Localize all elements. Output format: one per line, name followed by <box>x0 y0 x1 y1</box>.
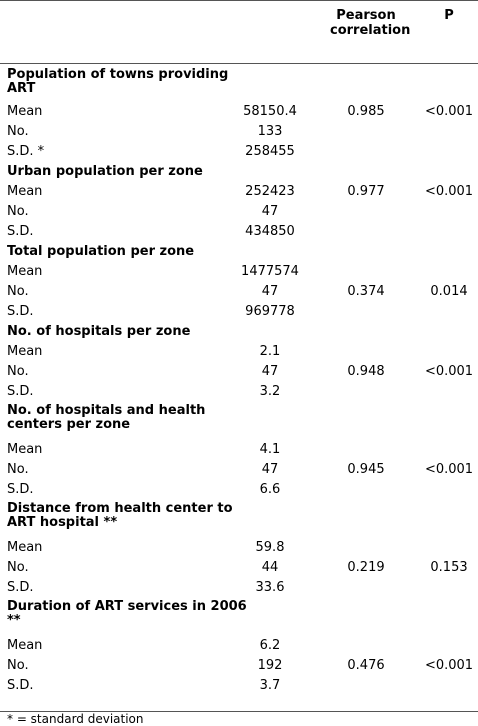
row-pearson: 0.476 <box>347 658 385 673</box>
row-value: 33.6 <box>255 580 285 595</box>
row-p-value: <0.001 <box>424 658 474 673</box>
row-p-value: 0.153 <box>430 560 468 575</box>
table-row <box>0 460 478 480</box>
row-value: 4.1 <box>259 442 281 457</box>
table-row <box>0 440 478 460</box>
row-p-value: <0.001 <box>424 184 474 199</box>
row-value: 6.2 <box>259 638 281 653</box>
row-label: Mean <box>7 104 43 119</box>
section-title: Total population per zone <box>7 244 195 259</box>
row-value: 133 <box>257 124 283 139</box>
table-row <box>0 142 478 162</box>
table-row <box>0 578 478 598</box>
table-row <box>0 362 478 382</box>
table-row <box>0 656 478 676</box>
row-label: S.D. <box>7 580 34 595</box>
row-label: Mean <box>7 540 43 555</box>
section-title: Distance from health center to ART hospital ** <box>7 501 233 530</box>
row-value: 58150.4 <box>243 104 297 119</box>
table-row <box>0 182 478 202</box>
row-value: 47 <box>261 204 279 219</box>
row-label: S.D. <box>7 678 34 693</box>
section-title: No. of hospitals and health centers per zone <box>7 403 206 432</box>
row-label: No. <box>7 124 29 139</box>
table-row <box>0 102 478 122</box>
table-row <box>0 480 478 500</box>
row-value: 47 <box>261 364 279 379</box>
table-row <box>0 636 478 656</box>
header-p: P <box>444 8 454 23</box>
row-pearson: 0.948 <box>347 364 385 379</box>
row-p-value: <0.001 <box>424 462 474 477</box>
section-title: Duration of ART services in 2006 ** <box>7 599 247 628</box>
row-label: No. <box>7 658 29 673</box>
row-value: 3.7 <box>259 678 281 693</box>
row-label: S.D. <box>7 482 34 497</box>
table-row <box>0 122 478 142</box>
table-row <box>0 302 478 322</box>
table-row <box>0 676 478 696</box>
row-value: 1477574 <box>241 264 299 279</box>
row-label: S.D. <box>7 304 34 319</box>
row-label: No. <box>7 204 29 219</box>
table-row <box>0 342 478 362</box>
row-pearson: 0.985 <box>347 104 385 119</box>
row-p-value: <0.001 <box>424 104 474 119</box>
row-label: Mean <box>7 184 43 199</box>
row-value: 6.6 <box>259 482 281 497</box>
row-value: 2.1 <box>259 344 281 359</box>
row-pearson: 0.374 <box>347 284 385 299</box>
header-pearson-correlation: Pearson correlation <box>330 8 411 38</box>
row-value: 258455 <box>245 144 295 159</box>
row-label: No. <box>7 462 29 477</box>
section-title: No. of hospitals per zone <box>7 324 191 339</box>
row-label: S.D. <box>7 224 34 239</box>
row-label: Mean <box>7 344 43 359</box>
row-value: 44 <box>261 560 279 575</box>
table-row <box>0 558 478 578</box>
row-value: 59.8 <box>255 540 285 555</box>
table-row <box>0 202 478 222</box>
table-row <box>0 282 478 302</box>
section-title: Urban population per zone <box>7 164 203 179</box>
row-value: 47 <box>261 284 279 299</box>
table-row <box>0 222 478 242</box>
table-row <box>0 262 478 282</box>
row-value: 434850 <box>245 224 295 239</box>
table-header <box>0 0 478 63</box>
row-p-value: <0.001 <box>424 364 474 379</box>
table-footnote: * = standard deviation <box>7 712 144 726</box>
section-title: Population of towns providing ART <box>7 67 229 96</box>
table-row <box>0 382 478 402</box>
row-pearson: 0.219 <box>347 560 385 575</box>
row-label: S.D. * <box>7 144 45 159</box>
row-label: Mean <box>7 442 43 457</box>
row-value: 252423 <box>245 184 295 199</box>
row-value: 192 <box>257 658 283 673</box>
row-pearson: 0.977 <box>347 184 385 199</box>
row-value: 3.2 <box>259 384 281 399</box>
row-label: S.D. <box>7 384 34 399</box>
row-value: 969778 <box>245 304 295 319</box>
row-label: No. <box>7 364 29 379</box>
row-p-value: 0.014 <box>430 284 468 299</box>
table-body <box>0 64 478 696</box>
table-row <box>0 538 478 558</box>
row-value: 47 <box>261 462 279 477</box>
row-label: Mean <box>7 264 43 279</box>
row-label: No. <box>7 284 29 299</box>
row-label: No. <box>7 560 29 575</box>
row-pearson: 0.945 <box>347 462 385 477</box>
row-label: Mean <box>7 638 43 653</box>
